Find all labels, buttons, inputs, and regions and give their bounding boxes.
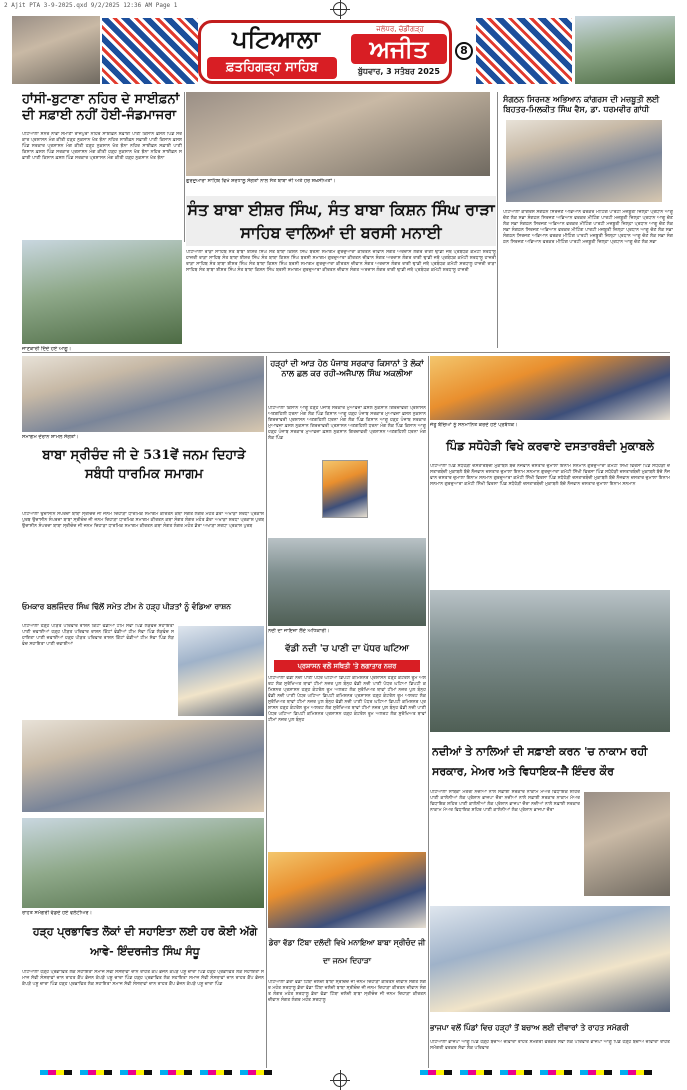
news-photo bbox=[506, 120, 662, 202]
news-photo bbox=[430, 356, 670, 420]
article-body: ਪਟਿਆਲਾ ਉਦਾਸੀਨ ਸੰਪਰਦਾ ਬਾਬਾ ਸ੍ਰੀਚੰਦ ਜੀ ਜਨਮ ਦਿਹਾੜਾ ਧਾਰਮਿਕ ਸਮਾਗਮ ਕੀਰਤਨ ਕਥਾ ਸੰਗਤ ਲੰਗਰ ਮਹੰਤ ਡੇਰਾ ਅਖਾੜਾ ਸ਼ਰਧਾ ਪ੍ਰਕਾਸ਼ ਪੁਰਬ ਉਦਾਸੀਨ ਸੰਪਰਦਾ ਬਾਬਾ ਸ੍ਰੀਚੰਦ ਜੀ ਜਨਮ ਦਿਹਾੜਾ ਧਾਰਮਿਕ ਸਮਾਗਮ ਕੀਰਤਨ ਕਥਾ ਸੰਗਤ ਲੰਗਰ ਮਹੰਤ ਡੇਰਾ ਅਖਾੜਾ ਸ਼ਰਧਾ ਪ੍ਰਕਾਸ਼ ਪੁਰਬ ਉਦਾਸੀਨ ਸੰਪਰਦਾ ਬਾਬਾ ਸ੍ਰੀਚੰਦ ਜੀ ਜਨਮ ਦਿਹਾੜਾ ਧਾਰਮਿਕ ਸਮਾਗਮ ਕੀਰਤਨ ਕਥਾ ਸੰਗਤ ਲੰਗਰ ਮਹੰਤ ਡੇਰਾ ਅਖਾੜਾ ਸ਼ਰਧਾ ਪ੍ਰਕਾਸ਼ ਪੁਰਬ bbox=[22, 512, 264, 529]
news-photo bbox=[178, 626, 264, 716]
news-photo bbox=[584, 792, 670, 896]
article-headline: ਸੰਤ ਬਾਬਾ ਈਸ਼ਰ ਸਿੰਘ, ਸੰਤ ਬਾਬਾ ਕਿਸ਼ਨ ਸਿੰਘ ਰਾੜਾ ਸਾਹਿਬ ਵਾਲਿਆਂ ਦੀ ਬਰਸੀ ਮਨਾਈ bbox=[186, 196, 496, 246]
photo-caption: ਨਦੀ ਦਾ ਜਾਇਜ਼ਾ ਲੈਂਦੇ ਅਧਿਕਾਰੀ। bbox=[268, 628, 330, 634]
article-body: ਪਟਿਆਲਾ ਭਾਜਪਾ ਆਗੂ ਪਿੰਡ ਹੜ੍ਹ ਬਚਾਅ ਦੀਵਾਰਾਂ ਰਾਹਤ ਸਮੱਗਰੀ ਵਰਕਰ ਸੇਵਾ ਲੋਕ ਪਰਿਵਾਰ ਭਾਜਪਾ ਆਗੂ ਪਿੰਡ ਹੜ੍ਹ ਬਚਾਅ ਦੀਵਾਰਾਂ ਰਾਹਤ ਸਮੱਗਰੀ ਵਰਕਰ ਸੇਵਾ ਲੋਕ ਪਰਿਵਾਰ bbox=[430, 1040, 670, 1051]
article-headline: ਨਦੀਆਂ ਤੇ ਨਾਲਿਆਂ ਦੀ ਸਫ਼ਾਈ ਕਰਨ 'ਚ ਨਾਕਾਮ ਰਹੀ ਸਰਕਾਰ, ਮੇਅਰ ਅਤੇ ਵਿਧਾਇਕ-ਜੈ ਇੰਦਰ ਕੌਰ bbox=[432, 745, 648, 778]
article-headline: ਸੰਗਠਨ ਸਿਰਜਣ ਅਭਿਆਨ ਕਾਂਗਰਸ ਦੀ ਮਜ਼ਬੂਤੀ ਲਈ ਬਿਹਤਰ-ਮਿਲਕੀਤ ਸਿੰਘ ਵੈਸ, ਡਾ. ਧਰਮਵੀਰ ਗਾਂਧੀ bbox=[503, 94, 660, 114]
color-calibration-strip bbox=[40, 1070, 280, 1075]
masthead-city: ਪਟਿਆਲਾ bbox=[232, 25, 320, 53]
news-photo bbox=[22, 818, 264, 908]
masthead-pattern-right bbox=[476, 18, 572, 84]
photo-caption: ਜਾਣਕਾਰੀ ਦਿੰਦੇ ਹੋਏ ਆਗੂ। bbox=[22, 346, 72, 352]
article-body: ਪਟਿਆਲਾ ਹੜ੍ਹ ਪੀੜਤ ਪਰਿਵਾਰ ਰਾਸ਼ਨ ਕਿੱਟਾਂ ਵੰਡੀਆਂ ਟੀਮ ਸੇਵਾ ਪਿੰਡ ਲੋੜਵੰਦ ਸਹਾਇਤਾ ਪਾਣੀ ਦਵਾਈਆਂ ਹੜ੍ਹ ਪੀੜਤ ਪਰਿਵਾਰ ਰਾਸ਼ਨ ਕਿੱਟਾਂ ਵੰਡੀਆਂ ਟੀਮ ਸੇਵਾ ਪਿੰਡ ਲੋੜਵੰਦ ਸਹਾਇਤਾ ਪਾਣੀ ਦਵਾਈਆਂ ਹੜ੍ਹ ਪੀੜਤ ਪਰਿਵਾਰ ਰਾਸ਼ਨ ਕਿੱਟਾਂ ਵੰਡੀਆਂ ਟੀਮ ਸੇਵਾ ਪਿੰਡ ਲੋੜਵੰਦ ਸਹਾਇਤਾ ਪਾਣੀ ਦਵਾਈਆਂ bbox=[22, 624, 174, 647]
column-divider bbox=[497, 92, 498, 348]
registration-mark-icon bbox=[333, 1073, 347, 1087]
masthead-pattern-left bbox=[102, 18, 198, 84]
photo-caption: ਰਾਹਤ ਸਮੱਗਰੀ ਵੰਡਦੇ ਹੋਏ ਵਲੰਟੀਅਰ। bbox=[22, 910, 92, 916]
masthead-logo: ਅਜੀਤ bbox=[351, 34, 447, 64]
article-headline: ਹੜ੍ਹ ਪ੍ਰਭਾਵਿਤ ਲੋਕਾਂ ਦੀ ਸਹਾਇਤਾ ਲਈ ਹਰ ਕੋਈ ਅੱਗੇ ਆਵੇ- ਇੰਦਰਜੀਤ ਸਿੰਘ ਸੰਧੂ bbox=[32, 925, 258, 958]
news-photo bbox=[430, 590, 670, 732]
article-headline: ਬਾਬਾ ਸ੍ਰੀਚੰਦ ਜੀ ਦੇ 531ਵੇਂ ਜਨਮ ਦਿਹਾੜੇ ਸਬੰਧੀ ਧਾਰਮਿਕ ਸਮਾਗਮ bbox=[42, 448, 246, 482]
print-info-line: 2 Ajit PTA 3-9-2025.qxd 9/2/2025 12:36 AM Page 1 bbox=[4, 2, 178, 9]
registration-mark-icon bbox=[333, 2, 347, 16]
column-divider bbox=[266, 356, 267, 1068]
article-body: ਪਟਿਆਲਾ ਪਿੰਡ ਸਧੋਹੇੜੀ ਦਸਤਾਰਬੰਦੀ ਮੁਕਾਬਲੇ ਬੱਚੇ ਨੌਜਵਾਨ ਦਸਤਾਰ ਦੁਮਾਲਾ ਇਨਾਮ ਸਨਮਾਨ ਗੁਰਦੁਆਰਾ ਕਮੇਟੀ ਸਿੱਖੀ ਵਿਰਸਾ ਪਿੰਡ ਸਧੋਹੇੜੀ ਦਸਤਾਰਬੰਦੀ ਮੁਕਾਬਲੇ ਬੱਚੇ ਨੌਜਵਾਨ ਦਸਤਾਰ ਦੁਮਾਲਾ ਇਨਾਮ ਸਨਮਾਨ ਗੁਰਦੁਆਰਾ ਕਮੇਟੀ ਸਿੱਖੀ ਵਿਰਸਾ ਪਿੰਡ ਸਧੋਹੇੜੀ ਦਸਤਾਰਬੰਦੀ ਮੁਕਾਬਲੇ ਬੱਚੇ ਨੌਜਵਾਨ ਦਸਤਾਰ ਦੁਮਾਲਾ ਇਨਾਮ ਸਨਮਾਨ ਗੁਰਦੁਆਰਾ ਕਮੇਟੀ ਸਿੱਖੀ ਵਿਰਸਾ ਪਿੰਡ ਸਧੋਹੇੜੀ ਦਸਤਾਰਬੰਦੀ ਮੁਕਾਬਲੇ ਬੱਚੇ ਨੌਜਵਾਨ ਦਸਤਾਰ ਦੁਮਾਲਾ ਇਨਾਮ ਸਨਮਾਨ ਗੁਰਦੁਆਰਾ ਕਮੇਟੀ ਸਿੱਖੀ ਵਿਰਸਾ ਪਿੰਡ ਸਧੋਹੇੜੀ ਦਸਤਾਰਬੰਦੀ ਮੁਕਾਬਲੇ ਬੱਚੇ ਨੌਜਵਾਨ ਦਸਤਾਰ ਦੁਮਾਲਾ ਇਨਾਮ ਸਨਮਾਨ bbox=[430, 464, 670, 487]
article-subheadline: ਪ੍ਰਸ਼ਾਸਨ ਵਲੋਂ ਸਥਿਤੀ 'ਤੇ ਲਗਾਤਾਰ ਨਜ਼ਰ bbox=[274, 660, 420, 672]
news-photo bbox=[22, 356, 264, 432]
article-body: ਪਟਿਆਲਾ ਹੜ੍ਹ ਪ੍ਰਭਾਵਿਤ ਲੋਕ ਸਹਾਇਤਾ ਸਮਾਜ ਸੇਵੀ ਸੰਸਥਾਵਾਂ ਦਾਨ ਰਾਹਤ ਕੈਂਪ ਭੋਜਨ ਕੱਪੜੇ ਪਸ਼ੂ ਚਾਰਾ ਪਿੰਡ ਹੜ੍ਹ ਪ੍ਰਭਾਵਿਤ ਲੋਕ ਸਹਾਇਤਾ ਸਮਾਜ ਸੇਵੀ ਸੰਸਥਾਵਾਂ ਦਾਨ ਰਾਹਤ ਕੈਂਪ ਭੋਜਨ ਕੱਪੜੇ ਪਸ਼ੂ ਚਾਰਾ ਪਿੰਡ ਹੜ੍ਹ ਪ੍ਰਭਾਵਿਤ ਲੋਕ ਸਹਾਇਤਾ ਸਮਾਜ ਸੇਵੀ ਸੰਸਥਾਵਾਂ ਦਾਨ ਰਾਹਤ ਕੈਂਪ ਭੋਜਨ ਕੱਪੜੇ ਪਸ਼ੂ ਚਾਰਾ ਪਿੰਡ ਹੜ੍ਹ ਪ੍ਰਭਾਵਿਤ ਲੋਕ ਸਹਾਇਤਾ ਸਮਾਜ ਸੇਵੀ ਸੰਸਥਾਵਾਂ ਦਾਨ ਰਾਹਤ ਕੈਂਪ ਭੋਜਨ ਕੱਪੜੇ ਪਸ਼ੂ ਚਾਰਾ ਪਿੰਡ bbox=[22, 970, 264, 987]
news-photo bbox=[186, 92, 490, 176]
article-body: ਪਟਿਆਲਾ ਰਾੜਾ ਸਾਹਿਬ ਸੰਤ ਬਾਬਾ ਈਸ਼ਰ ਸਿੰਘ ਸੰਤ ਬਾਬਾ ਕਿਸ਼ਨ ਸਿੰਘ ਬਰਸੀ ਸਮਾਗਮ ਗੁਰਦੁਆਰਾ ਕੀਰਤਨ ਦੀਵਾਨ ਸੰਗਤ ਅਰਦਾਸ ਲੰਗਰ ਰਾਗੀ ਢਾਡੀ ਜਥੇ ਪ੍ਰਬੰਧਕ ਕਮੇਟੀ ਸ਼ਰਧਾਲੂ ਹਾਜ਼ਰੀ ਰਾੜਾ ਸਾਹਿਬ ਸੰਤ ਬਾਬਾ ਈਸ਼ਰ ਸਿੰਘ ਸੰਤ ਬਾਬਾ ਕਿਸ਼ਨ ਸਿੰਘ ਬਰਸੀ ਸਮਾਗਮ ਗੁਰਦੁਆਰਾ ਕੀਰਤਨ ਦੀਵਾਨ ਸੰਗਤ ਅਰਦਾਸ ਲੰਗਰ ਰਾਗੀ ਢਾਡੀ ਜਥੇ ਪ੍ਰਬੰਧਕ ਕਮੇਟੀ ਸ਼ਰਧਾਲੂ ਹਾਜ਼ਰੀ ਰਾੜਾ ਸਾਹਿਬ ਸੰਤ ਬਾਬਾ ਈਸ਼ਰ ਸਿੰਘ ਸੰਤ ਬਾਬਾ ਕਿਸ਼ਨ ਸਿੰਘ ਬਰਸੀ ਸਮਾਗਮ ਗੁਰਦੁਆਰਾ ਕੀਰਤਨ ਦੀਵਾਨ ਸੰਗਤ ਅਰਦਾਸ ਲੰਗਰ ਰਾਗੀ ਢਾਡੀ ਜਥੇ ਪ੍ਰਬੰਧਕ ਕਮੇਟੀ ਸ਼ਰਧਾਲੂ ਹਾਜ਼ਰੀ ਰਾੜਾ ਸਾਹਿਬ ਸੰਤ ਬਾਬਾ ਈਸ਼ਰ ਸਿੰਘ ਸੰਤ ਬਾਬਾ ਕਿਸ਼ਨ ਸਿੰਘ ਬਰਸੀ ਸਮਾਗਮ ਗੁਰਦੁਆਰਾ ਕੀਰਤਨ ਦੀਵਾਨ ਸੰਗਤ ਅਰਦਾਸ ਲੰਗਰ ਰਾਗੀ ਢਾਡੀ ਜਥੇ ਪ੍ਰਬੰਧਕ ਕਮੇਟੀ ਸ਼ਰਧਾਲੂ ਹਾਜ਼ਰੀ bbox=[186, 250, 496, 273]
article-body: ਪਟਿਆਲਾ ਕਿਸਾਨ ਆਗੂ ਹੜ੍ਹ ਪੰਜਾਬ ਸਰਕਾਰ ਮੁਆਵਜ਼ਾ ਫ਼ਸਲ ਨੁਕਸਾਨ ਗਿਰਦਾਵਰੀ ਪ੍ਰਸ਼ਾਸਨ ਅਣਗਹਿਲੀ ਧਰਨਾ ਮੰਗ ਲੋਕ ਪਿੰਡ ਕਿਸਾਨ ਆਗੂ ਹੜ੍ਹ ਪੰਜਾਬ ਸਰਕਾਰ ਮੁਆਵਜ਼ਾ ਫ਼ਸਲ ਨੁਕਸਾਨ ਗਿਰਦਾਵਰੀ ਪ੍ਰਸ਼ਾਸਨ ਅਣਗਹਿਲੀ ਧਰਨਾ ਮੰਗ ਲੋਕ ਪਿੰਡ ਕਿਸਾਨ ਆਗੂ ਹੜ੍ਹ ਪੰਜਾਬ ਸਰਕਾਰ ਮੁਆਵਜ਼ਾ ਫ਼ਸਲ ਨੁਕਸਾਨ ਗਿਰਦਾਵਰੀ ਪ੍ਰਸ਼ਾਸਨ ਅਣਗਹਿਲੀ ਧਰਨਾ ਮੰਗ ਲੋਕ ਪਿੰਡ ਕਿਸਾਨ ਆਗੂ ਹੜ੍ਹ ਪੰਜਾਬ ਸਰਕਾਰ ਮੁਆਵਜ਼ਾ ਫ਼ਸਲ ਨੁਕਸਾਨ ਗਿਰਦਾਵਰੀ ਪ੍ਰਸ਼ਾਸਨ ਅਣਗਹਿਲੀ ਧਰਨਾ ਮੰਗ ਲੋਕ ਪਿੰਡ bbox=[268, 406, 426, 441]
column-divider bbox=[184, 92, 185, 242]
photo-caption: ਗੁਰਦੁਆਰਾ ਸਾਹਿਬ ਵਿਖੇ ਸ਼ਰਧਾਲੂ ਸੰਗਤਾਂ ਨਾਲ ਸੰਤ ਬਾਬਾ ਜੀ ਅਤੇ ਹੋਰ ਸ਼ਖ਼ਸੀਅਤਾਂ। bbox=[186, 178, 336, 184]
page-number-badge: 8 bbox=[455, 42, 473, 60]
article-body: ਪਟਿਆਲਾ ਸਾਬਕਾ ਮੰਤਰੀ ਨਦੀਆਂ ਨਾਲੇ ਸਫ਼ਾਈ ਸਰਕਾਰ ਨਾਕਾਮ ਮੇਅਰ ਵਿਧਾਇਕ ਸ਼ਹਿਰ ਪਾਣੀ ਕਾਲੋਨੀਆਂ ਲੋਕ ਪ੍ਰੇਸ਼ਾਨ ਭਾਜਪਾ ਦੌਰਾ ਨਦੀਆਂ ਨਾਲੇ ਸਫ਼ਾਈ ਸਰਕਾਰ ਨਾਕਾਮ ਮੇਅਰ ਵਿਧਾਇਕ ਸ਼ਹਿਰ ਪਾਣੀ ਕਾਲੋਨੀਆਂ ਲੋਕ ਪ੍ਰੇਸ਼ਾਨ ਭਾਜਪਾ ਦੌਰਾ ਨਦੀਆਂ ਨਾਲੇ ਸਫ਼ਾਈ ਸਰਕਾਰ ਨਾਕਾਮ ਮੇਅਰ ਵਿਧਾਇਕ ਸ਼ਹਿਰ ਪਾਣੀ ਕਾਲੋਨੀਆਂ ਲੋਕ ਪ੍ਰੇਸ਼ਾਨ ਭਾਜਪਾ ਦੌਰਾ bbox=[430, 790, 580, 813]
article-headline: ਭਾਜਪਾ ਵਲੋਂ ਪਿੰਡਾਂ ਵਿਚ ਹੜ੍ਹਾਂ ਤੋਂ ਬਚਾਅ ਲਈ ਦੀਵਾਰਾਂ ਤੇ ਰਾਹਤ ਸਮੱਗਰੀ bbox=[430, 1023, 629, 1032]
masthead-date: ਬੁੱਧਵਾਰ, 3 ਸਤੰਬਰ 2025 bbox=[358, 67, 440, 76]
article-headline: ਹਾਂਸੀ-ਬੁਟਾਣਾ ਨਹਿਰ ਦੇ ਸਾਈਫ਼ਨਾਂ ਦੀ ਸਫ਼ਾਈ ਨਹੀਂ ਹੋਈ-ਜੰਡਮਾਜਰਾ bbox=[22, 92, 180, 124]
article-headline: ਵੱਡੀ ਨਦੀ 'ਚ ਪਾਣੀ ਦਾ ਪੱਧਰ ਘਟਿਆ bbox=[285, 644, 409, 654]
article-headline: ਹੜ੍ਹਾਂ ਦੀ ਆੜ ਹੇਠ ਪੰਜਾਬ ਸਰਕਾਰ ਕਿਸਾਨਾਂ ਤੇ ਲੋਕਾਂ ਨਾਲ ਛਲ ਕਰ ਰਹੀ-ਅਜੈਪਾਲ ਸਿੰਘ ਅਕਲੀਆ bbox=[270, 358, 424, 378]
column-divider bbox=[428, 356, 429, 1068]
color-calibration-strip bbox=[420, 1070, 660, 1075]
masthead-photo-left bbox=[12, 16, 100, 84]
portrait-photo bbox=[322, 460, 368, 518]
article-body: ਪਟਿਆਲਾ ਸਨੌਰ ਨਾਭਾ ਸਮਾਣਾ ਰਾਜਪੁਰਾ ਨਹਿਰ ਸਾਈਫ਼ਨ ਸਫ਼ਾਈ ਪਾਣੀ ਕਿਸਾਨ ਫ਼ਸਲ ਪਿੰਡ ਸਰਕਾਰ ਪ੍ਰਸ਼ਾਸਨ ਮੰਗ ਕੀਤੀ ਹੜ੍ਹ ਨੁਕਸਾਨ ਖੇਤ ਝੋਨਾ ਨਹਿਰ ਸਾਈਫ਼ਨ ਸਫ਼ਾਈ ਪਾਣੀ ਕਿਸਾਨ ਫ਼ਸਲ ਪਿੰਡ ਸਰਕਾਰ ਪ੍ਰਸ਼ਾਸਨ ਮੰਗ ਕੀਤੀ ਹੜ੍ਹ ਨੁਕਸਾਨ ਖੇਤ ਝੋਨਾ ਨਹਿਰ ਸਾਈਫ਼ਨ ਸਫ਼ਾਈ ਪਾਣੀ ਕਿਸਾਨ ਫ਼ਸਲ ਪਿੰਡ ਸਰਕਾਰ ਪ੍ਰਸ਼ਾਸਨ ਮੰਗ ਕੀਤੀ ਹੜ੍ਹ ਨੁਕਸਾਨ ਖੇਤ ਝੋਨਾ ਨਹਿਰ ਸਾਈਫ਼ਨ ਸਫ਼ਾਈ ਪਾਣੀ ਕਿਸਾਨ ਫ਼ਸਲ ਪਿੰਡ ਸਰਕਾਰ ਪ੍ਰਸ਼ਾਸਨ ਮੰਗ ਕੀਤੀ ਹੜ੍ਹ ਨੁਕਸਾਨ ਖੇਤ ਝੋਨਾ bbox=[22, 132, 182, 161]
article-body: ਪਟਿਆਲਾ ਵੱਡੀ ਨਦੀ ਪਾਣੀ ਪੱਧਰ ਘਟਿਆ ਡਿਪਟੀ ਕਮਿਸ਼ਨਰ ਪ੍ਰਸ਼ਾਸਨ ਹੜ੍ਹ ਕੰਟਰੋਲ ਰੂਮ ਅਲਰਟ ਲੋਕ ਸੁਰੱਖਿਅਤ ਥਾਵਾਂ ਟੀਮਾਂ ਨਜ਼ਰ ਪੁਲ ਬੰਨ੍ਹ ਵੱਡੀ ਨਦੀ ਪਾਣੀ ਪੱਧਰ ਘਟਿਆ ਡਿਪਟੀ ਕਮਿਸ਼ਨਰ ਪ੍ਰਸ਼ਾਸਨ ਹੜ੍ਹ ਕੰਟਰੋਲ ਰੂਮ ਅਲਰਟ ਲੋਕ ਸੁਰੱਖਿਅਤ ਥਾਵਾਂ ਟੀਮਾਂ ਨਜ਼ਰ ਪੁਲ ਬੰਨ੍ਹ ਵੱਡੀ ਨਦੀ ਪਾਣੀ ਪੱਧਰ ਘਟਿਆ ਡਿਪਟੀ ਕਮਿਸ਼ਨਰ ਪ੍ਰਸ਼ਾਸਨ ਹੜ੍ਹ ਕੰਟਰੋਲ ਰੂਮ ਅਲਰਟ ਲੋਕ ਸੁਰੱਖਿਅਤ ਥਾਵਾਂ ਟੀਮਾਂ ਨਜ਼ਰ ਪੁਲ ਬੰਨ੍ਹ ਵੱਡੀ ਨਦੀ ਪਾਣੀ ਪੱਧਰ ਘਟਿਆ ਡਿਪਟੀ ਕਮਿਸ਼ਨਰ ਪ੍ਰਸ਼ਾਸਨ ਹੜ੍ਹ ਕੰਟਰੋਲ ਰੂਮ ਅਲਰਟ ਲੋਕ ਸੁਰੱਖਿਅਤ ਥਾਵਾਂ ਟੀਮਾਂ ਨਜ਼ਰ ਪੁਲ ਬੰਨ੍ਹ ਵੱਡੀ ਨਦੀ ਪਾਣੀ ਪੱਧਰ ਘਟਿਆ ਡਿਪਟੀ ਕਮਿਸ਼ਨਰ ਪ੍ਰਸ਼ਾਸਨ ਹੜ੍ਹ ਕੰਟਰੋਲ ਰੂਮ ਅਲਰਟ ਲੋਕ ਸੁਰੱਖਿਅਤ ਥਾਵਾਂ ਟੀਮਾਂ ਨਜ਼ਰ ਪੁਲ ਬੰਨ੍ਹ bbox=[268, 676, 426, 723]
row-divider bbox=[22, 352, 670, 353]
news-photo bbox=[268, 538, 426, 626]
news-photo bbox=[22, 240, 182, 344]
article-headline: ਡੇਰਾ ਵੱਡਾ ਟਿੱਬਾ ਦਲੱਦੀ ਵਿਖੇ ਮਨਾਇਆ ਬਾਬਾ ਸ੍ਰੀਚੰਦ ਜੀ ਦਾ ਜਨਮ ਦਿਹਾੜਾ bbox=[268, 938, 426, 965]
article-body: ਪਟਿਆਲਾ ਕਾਂਗਰਸ ਸੰਗਠਨ ਸਿਰਜਣ ਅਭਿਆਨ ਵਰਕਰ ਮੀਟਿੰਗ ਪਾਰਟੀ ਮਜ਼ਬੂਤੀ ਜ਼ਿਲ੍ਹਾ ਪ੍ਰਧਾਨ ਆਗੂ ਚੋਣ ਲੋਕ ਸਭਾ ਸੰਗਠਨ ਸਿਰਜਣ ਅਭਿਆਨ ਵਰਕਰ ਮੀਟਿੰਗ ਪਾਰਟੀ ਮਜ਼ਬੂਤੀ ਜ਼ਿਲ੍ਹਾ ਪ੍ਰਧਾਨ ਆਗੂ ਚੋਣ ਲੋਕ ਸਭਾ ਸੰਗਠਨ ਸਿਰਜਣ ਅਭਿਆਨ ਵਰਕਰ ਮੀਟਿੰਗ ਪਾਰਟੀ ਮਜ਼ਬੂਤੀ ਜ਼ਿਲ੍ਹਾ ਪ੍ਰਧਾਨ ਆਗੂ ਚੋਣ ਲੋਕ ਸਭਾ ਸੰਗਠਨ ਸਿਰਜਣ ਅਭਿਆਨ ਵਰਕਰ ਮੀਟਿੰਗ ਪਾਰਟੀ ਮਜ਼ਬੂਤੀ ਜ਼ਿਲ੍ਹਾ ਪ੍ਰਧਾਨ ਆਗੂ ਚੋਣ ਲੋਕ ਸਭਾ ਸੰਗਠਨ ਸਿਰਜਣ ਅਭਿਆਨ ਵਰਕਰ ਮੀਟਿੰਗ ਪਾਰਟੀ ਮਜ਼ਬੂਤੀ ਜ਼ਿਲ੍ਹਾ ਪ੍ਰਧਾਨ ਆਗੂ ਚੋਣ ਲੋਕ ਸਭਾ ਸੰਗਠਨ ਸਿਰਜਣ ਅਭਿਆਨ ਵਰਕਰ ਮੀਟਿੰਗ ਪਾਰਟੀ ਮਜ਼ਬੂਤੀ ਜ਼ਿਲ੍ਹਾ ਪ੍ਰਧਾਨ ਆਗੂ ਚੋਣ ਲੋਕ ਸਭਾ bbox=[503, 210, 673, 245]
photo-caption: ਜੇਤੂ ਬੱਚਿਆਂ ਨੂੰ ਸਨਮਾਨਿਤ ਕਰਦੇ ਹੋਏ ਪ੍ਰਬੰਧਕ। bbox=[430, 422, 518, 428]
article-headline: ਪਿੰਡ ਸਧੋਹੇੜੀ ਵਿਖੇ ਕਰਵਾਏ ਦਸਤਾਰਬੰਦੀ ਮੁਕਾਬਲੇ bbox=[446, 439, 654, 453]
news-photo bbox=[430, 906, 670, 1012]
masthead-subcity: ਫ਼ਤਹਿਗੜ੍ਹ ਸਾਹਿਬ bbox=[207, 57, 337, 79]
article-body: ਪਟਿਆਲਾ ਡੇਰਾ ਵੱਡਾ ਟਿੱਬਾ ਦਲੱਦੀ ਬਾਬਾ ਸ੍ਰੀਚੰਦ ਜੀ ਜਨਮ ਦਿਹਾੜਾ ਕੀਰਤਨ ਦੀਵਾਨ ਸੰਗਤ ਲੰਗਰ ਮਹੰਤ ਸ਼ਰਧਾਲੂ ਡੇਰਾ ਵੱਡਾ ਟਿੱਬਾ ਦਲੱਦੀ ਬਾਬਾ ਸ੍ਰੀਚੰਦ ਜੀ ਜਨਮ ਦਿਹਾੜਾ ਕੀਰਤਨ ਦੀਵਾਨ ਸੰਗਤ ਲੰਗਰ ਮਹੰਤ ਸ਼ਰਧਾਲੂ ਡੇਰਾ ਵੱਡਾ ਟਿੱਬਾ ਦਲੱਦੀ ਬਾਬਾ ਸ੍ਰੀਚੰਦ ਜੀ ਜਨਮ ਦਿਹਾੜਾ ਕੀਰਤਨ ਦੀਵਾਨ ਸੰਗਤ ਲੰਗਰ ਮਹੰਤ ਸ਼ਰਧਾਲੂ bbox=[268, 980, 426, 1003]
news-photo bbox=[22, 720, 264, 812]
photo-caption: ਸਮਾਗਮ ਦੌਰਾਨ ਸ਼ਾਮਲ ਸੰਗਤਾਂ। bbox=[22, 434, 79, 440]
masthead-edition-small: ਜਲੰਧਰ, ਚੰਡੀਗੜ੍ਹ bbox=[376, 25, 424, 33]
news-photo bbox=[268, 852, 426, 928]
masthead-photo-right bbox=[575, 16, 675, 84]
masthead-box bbox=[198, 20, 452, 84]
article-headline: ਓਮਕਾਰ ਬਲਜਿੰਦਰ ਸਿੰਘ ਢਿੱਲੋਂ ਸਮੇਤ ਟੀਮ ਨੇ ਹੜ੍ਹ ਪੀੜਤਾਂ ਨੂੰ ਵੰਡਿਆ ਰਾਸ਼ਨ bbox=[22, 602, 231, 611]
